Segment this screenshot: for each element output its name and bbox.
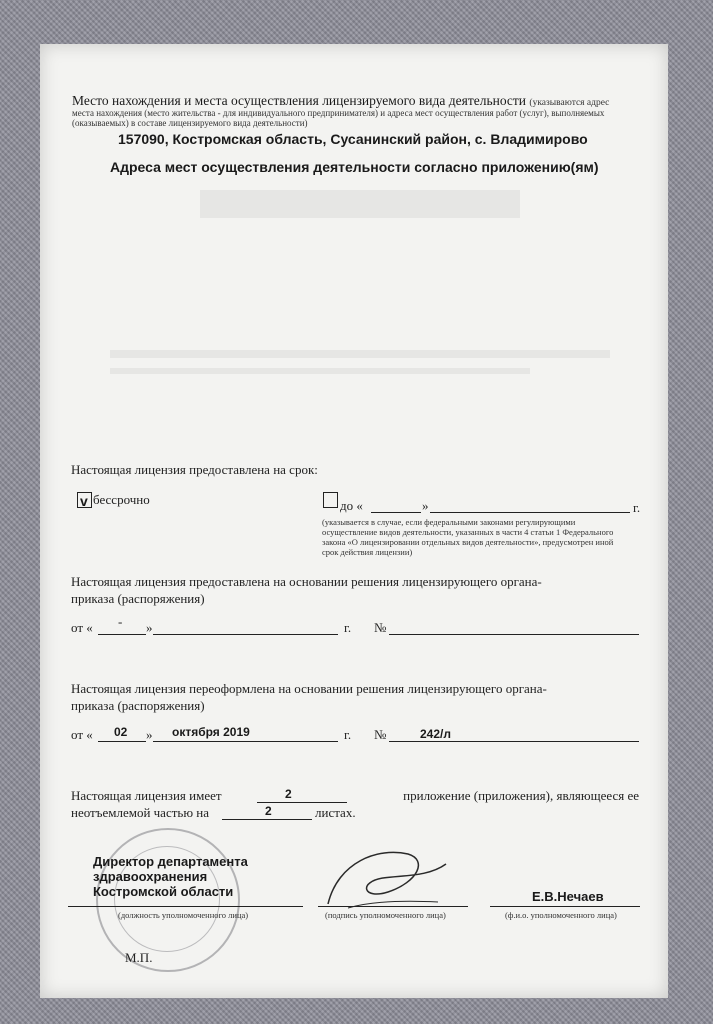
position-line: Директор департамента [93, 854, 248, 869]
check-mark: v [80, 493, 88, 509]
signer-name: Е.В.Нечаев [532, 889, 604, 904]
basis-month-line [153, 634, 338, 635]
term-note: (указывается в случае, если федеральными законами регулирующими [322, 517, 576, 527]
appendix-text: листах. [315, 805, 356, 820]
term-label: Настоящая лицензия предоставлена на срок: [71, 462, 318, 477]
show-through-mark [200, 190, 520, 218]
appendix-text: Настоящая лицензия имеет [71, 788, 222, 803]
location-note: (оказываемых) в составе лицензируемого вида деятельности) [72, 118, 308, 128]
signature-caption: (подпись уполномоченного лица) [325, 910, 446, 920]
seal-label: М.П. [125, 950, 153, 965]
location-note: места нахождения (место жительства - для индивидуального предпринимателя) и адреса мест осуществления работ (услуг), выполняемых [72, 108, 605, 118]
reissue-month-year: октября 2019 [172, 725, 250, 739]
until-quote: » [422, 498, 429, 513]
location-note: (указываются адрес [529, 98, 610, 108]
basis-number-label: № [374, 620, 387, 635]
unlimited-label: бессрочно [93, 492, 150, 507]
name-line [490, 906, 640, 907]
basis-day-line [98, 634, 146, 635]
until-checkbox [323, 492, 338, 508]
appendix-count-line [257, 802, 347, 803]
name-caption: (ф.и.о. уполномоченного лица) [505, 910, 617, 920]
position-caption: (должность уполномоченного лица) [118, 910, 249, 920]
location-label: Место нахождения и места осуществления лицензируемого вида деятельности [72, 93, 527, 108]
reissue-from-prefix: от « [71, 727, 93, 742]
reissue-number: 242/л [420, 727, 451, 741]
basis-text: приказа (распоряжения) [71, 591, 205, 606]
basis-year-suffix: г. [344, 620, 352, 635]
basis-quote: » [146, 620, 153, 635]
license-address: 157090, Костромская область, Сусанинский район, с. Владимирово [118, 131, 588, 147]
appendix-sheets-line [222, 819, 312, 820]
until-day-line [371, 512, 421, 513]
show-through-mark [110, 368, 530, 374]
reissue-text: приказа (распоряжения) [71, 698, 205, 713]
reissue-text: Настоящая лицензия переоформлена на основании решения лицензирующего органа- [71, 681, 547, 696]
appendix-count: 2 [285, 787, 292, 801]
until-year-suffix: г. [633, 500, 641, 515]
reissue-quote: » [146, 727, 153, 742]
basis-text: Настоящая лицензия предоставлена на основании решения лицензирующего органа- [71, 574, 542, 589]
reissue-month-line [153, 741, 338, 742]
show-through-mark [110, 350, 610, 358]
reissue-number-label: № [374, 727, 387, 742]
reissue-day: 02 [114, 725, 128, 739]
appendix-sheets: 2 [265, 804, 272, 818]
reissue-number-line [389, 741, 639, 742]
basis-from-prefix: от « [71, 620, 93, 635]
until-prefix: до « [340, 498, 363, 513]
reissue-year-suffix: г. [344, 727, 352, 742]
appendix-text: неотъемлемой частью на [71, 805, 210, 820]
term-note: осуществление видов деятельности, указанных в части 4 статьи 1 Федерального [322, 527, 614, 537]
term-note: срок действия лицензии) [322, 547, 413, 557]
basis-day: - [118, 614, 123, 629]
addresses-note: Адреса мест осуществления деятельности согласно приложению(ям) [110, 159, 599, 175]
appendix-text: приложение (приложения), являющееся ее [403, 788, 639, 803]
position-line: здравоохранения [93, 869, 208, 884]
official-seal [96, 828, 240, 972]
reissue-day-line [98, 741, 146, 742]
signature-line [318, 906, 468, 907]
basis-number-line [389, 634, 639, 635]
term-note: закона «О лицензировании отдельных видов деятельности», предусмотрен иной [322, 537, 614, 547]
until-month-line [430, 512, 630, 513]
position-line-rule [68, 906, 303, 907]
position-line: Костромской области [93, 884, 234, 899]
